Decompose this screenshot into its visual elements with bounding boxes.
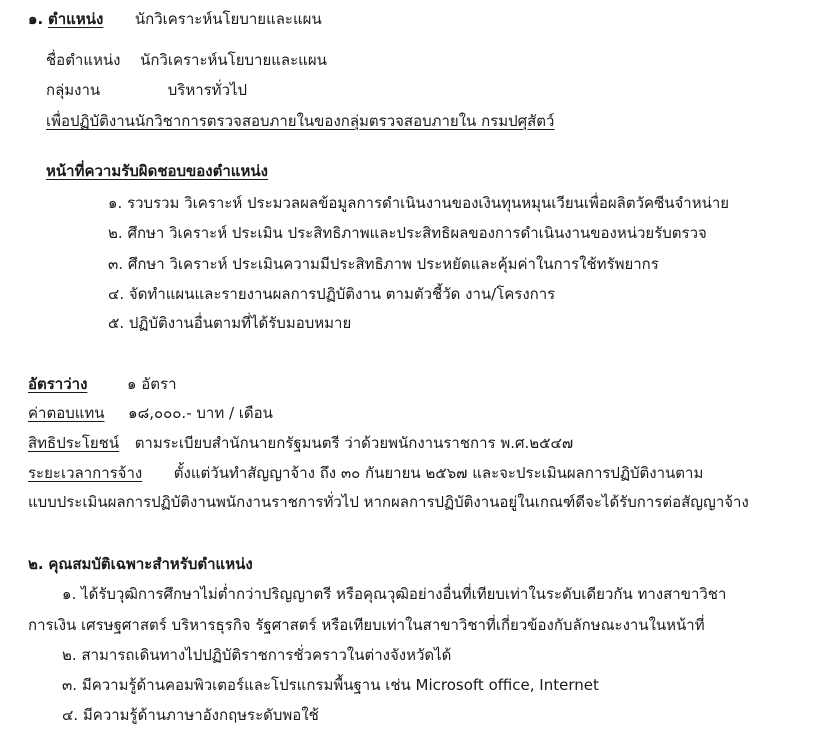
duty-item (108, 222, 707, 244)
section2-header (28, 553, 253, 575)
qualification-item (62, 674, 599, 696)
period-row (28, 462, 703, 484)
section1-number: ๑. (28, 10, 44, 28)
qualification-text: มีความรู้ด้านคอมพิวเตอร์และโปรแกรมพื้นฐาน เช่น Microsoft office, Internet (81, 676, 599, 694)
benefits-value: ตามระเบียบสำนักนายกรัฐมนตรี ว่าด้วยพนักงานราชการ พ.ศ.๒๕๔๗ (134, 434, 574, 452)
section1-header (28, 8, 322, 30)
vacancy-label: อัตราว่าง (28, 375, 88, 393)
salary-label: ค่าตอบแทน (28, 404, 105, 422)
qualification-item1-line1: ๑. ได้รับวุฒิการศึกษาไม่ต่ำกว่าปริญญาตรี หรือคุณวุฒิอย่างอื่นที่เทียบเท่าในระดับเดียวกัน ทางสาขาวิชา (62, 585, 727, 603)
duty-item (108, 312, 351, 334)
work-group-row (46, 79, 247, 101)
section1-title-value: นักวิเคราะห์นโยบายและแผน (134, 10, 322, 28)
duty-text: จัดทำแผนและรายงานผลการปฏิบัติงาน ตามตัวชี้วัด งาน/โครงการ (128, 285, 556, 303)
duty-number: ๕. (108, 314, 125, 332)
purpose-line: เพื่อปฏิบัติงานนักวิชาการตรวจสอบภายในของกลุ่มตรวจสอบภายใน กรมปศุสัตว์ (46, 112, 555, 130)
duty-item (108, 253, 659, 275)
section2-title: คุณสมบัติเฉพาะสำหรับตำแหน่ง (48, 555, 253, 573)
benefits-row (28, 432, 573, 454)
qualification-item1-line2: การเงิน เศรษฐศาสตร์ บริหารธุรกิจ รัฐศาสตร์ หรือเทียบเท่าในสาขาวิชาที่เกี่ยวข้องกับลักษณะงานในหน้าที่ (28, 616, 705, 634)
work-group-value: บริหารทั่วไป (167, 81, 248, 99)
vacancy-value: ๑ อัตรา (126, 375, 177, 393)
period-value-line1: ตั้งแต่วันทำสัญญาจ้าง ถึง ๓๐ กันยายน ๒๕๖๗ และจะประเมินผลการปฏิบัติงานตาม (173, 464, 704, 482)
period-label: ระยะเวลาการจ้าง (28, 464, 143, 482)
duty-item (108, 192, 729, 214)
qualification-item (62, 644, 451, 666)
section1-title: ตำแหน่ง (48, 10, 104, 28)
qualification-text: มีความรู้ด้านภาษาอังกฤษระดับพอใช้ (82, 706, 319, 724)
position-name-row (46, 49, 327, 71)
salary-value: ๑๘,๐๐๐.- บาท / เดือน (128, 404, 273, 422)
duty-text: ศึกษา วิเคราะห์ ประเมิน ประสิทธิภาพและประสิทธิผลของการดำเนินงานของหน่วยรับตรวจ (127, 224, 707, 242)
salary-row (28, 402, 273, 424)
qualification-text: สามารถเดินทางไปปฏิบัติราชการชั่วคราวในต่างจังหวัดได้ (81, 646, 452, 664)
qualification-number: ๔. (62, 706, 79, 724)
duty-number: ๓. (108, 255, 124, 273)
duty-number: ๑. (108, 194, 123, 212)
qualification-number: ๒. (62, 646, 77, 664)
work-group-label: กลุ่มงาน (46, 81, 101, 99)
benefits-label: สิทธิประโยชน์ (28, 434, 120, 452)
duty-text: ปฏิบัติงานอื่นตามที่ได้รับมอบหมาย (128, 314, 352, 332)
duties-heading: หน้าที่ความรับผิดชอบของตำแหน่ง (46, 162, 268, 180)
vacancy-row (28, 373, 177, 395)
duty-item (108, 283, 555, 305)
qualification-item (62, 704, 319, 726)
duty-number: ๒. (108, 224, 123, 242)
duty-text: รวบรวม วิเคราะห์ ประมวลผลข้อมูลการดำเนินงานของเงินทุนหมุนเวียนเพื่อผลิตวัคซีนจำหน่าย (127, 194, 730, 212)
duty-number: ๔. (108, 285, 125, 303)
period-value-line2: แบบประเมินผลการปฏิบัติงานพนักงานราชการทั่วไป หากผลการปฏิบัติงานอยู่ในเกณฑ์ดีจะได้รับการต่อสัญญาจ้าง (28, 493, 749, 511)
duty-text: ศึกษา วิเคราะห์ ประเมินความมีประสิทธิภาพ ประหยัดและคุ้มค่าในการใช้ทรัพยากร (127, 255, 659, 273)
section2-number: ๒. (28, 555, 44, 573)
position-name-value: นักวิเคราะห์นโยบายและแผน (140, 51, 327, 69)
position-name-label: ชื่อตำแหน่ง (46, 51, 121, 69)
qualification-number: ๓. (62, 676, 78, 694)
